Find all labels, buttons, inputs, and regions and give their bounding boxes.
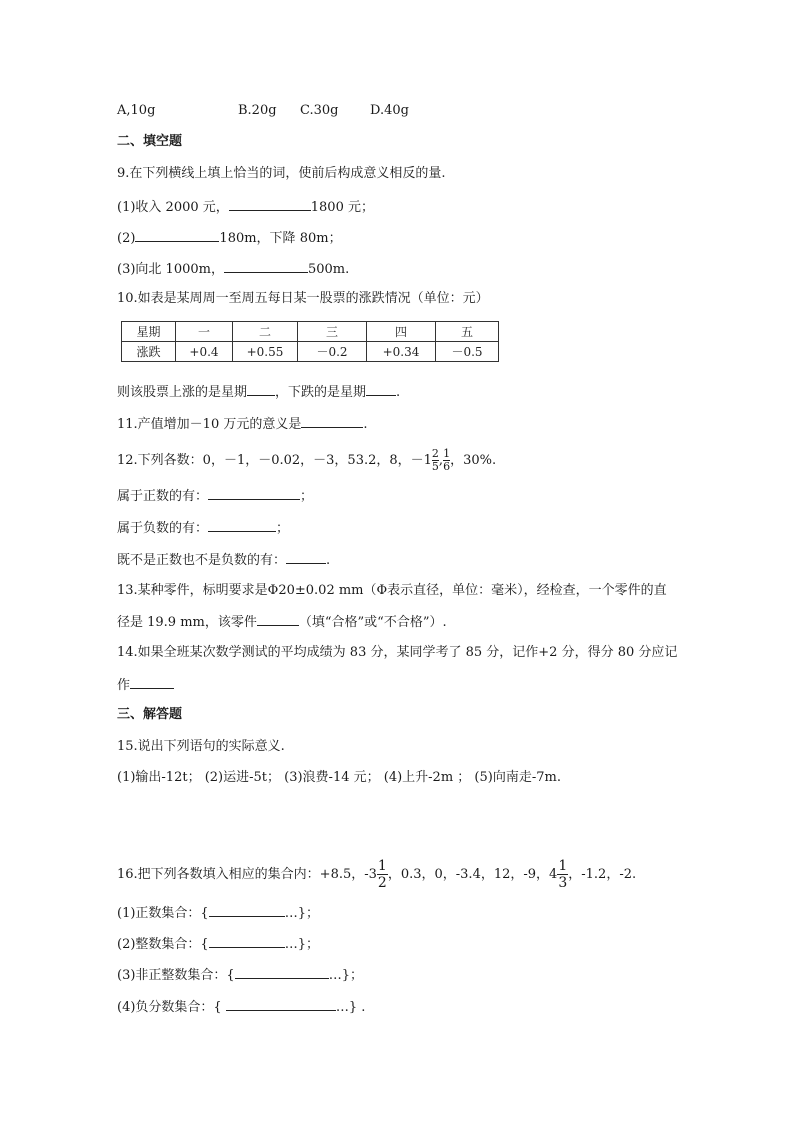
q12-neither-label: 既不是正数也不是负数的有： bbox=[117, 553, 287, 568]
q12-negative-end: ； bbox=[276, 521, 290, 536]
q12-blank-negative[interactable] bbox=[208, 518, 276, 532]
frac-den: 5 bbox=[431, 460, 439, 473]
q10-answer-b: ，下跌的是星期 bbox=[275, 385, 367, 400]
q13-line2-post: （填“合格”或“不合格”）. bbox=[298, 615, 447, 630]
q10-answer-c: . bbox=[396, 385, 401, 400]
frac-num: 1 bbox=[558, 858, 568, 874]
q16-set2-label: (2)整数集合：{ bbox=[117, 937, 209, 952]
q13-line1: 13.某种零件，标明要求是Φ20±0.02 mm（Φ表示直径，单位：毫米），经检查，一个零件的直 bbox=[117, 583, 667, 598]
q16-set4-end: …} . bbox=[335, 1000, 366, 1015]
q12-positive-end: ； bbox=[300, 489, 314, 504]
option-c: C.30g bbox=[300, 103, 339, 118]
stock-change-table bbox=[121, 321, 499, 362]
table-header-row bbox=[122, 322, 499, 342]
q10-stem: 10.如表是某周周一至周五每日某一股票的涨跌情况（单位：元） bbox=[117, 291, 489, 306]
q8-options bbox=[117, 102, 409, 120]
section-title-solve: 三、解答题 bbox=[117, 707, 183, 722]
q16-set-negative-fraction bbox=[117, 997, 365, 1017]
table-cell: －0.2 bbox=[298, 342, 367, 362]
q9-part3-pre: (3)向北 1000m， bbox=[117, 262, 224, 277]
q9-part1-post: 1800 元； bbox=[310, 200, 374, 215]
q15-items: (1)输出-12t； (2)运进-5t； (3)浪费-14 元； (4)上升-2m ； (5)向南走-7m. bbox=[117, 770, 561, 785]
table-cell: 星期 bbox=[122, 322, 176, 342]
q16-stem-mid: ，0.3，0，-3.4，12，-9，4 bbox=[387, 867, 558, 882]
q16-blank-positive-set[interactable] bbox=[209, 903, 285, 917]
q10-blank-down[interactable] bbox=[366, 382, 396, 396]
q11 bbox=[117, 414, 368, 434]
q9-blank-3[interactable] bbox=[224, 259, 308, 273]
q9-stem: 9.在下列横线上填上恰当的词，使前后构成意义相反的量. bbox=[117, 166, 446, 181]
q16-set3-end: …}； bbox=[328, 968, 363, 983]
table-cell: 四 bbox=[367, 322, 436, 342]
q12-stem-pre: 12.下列各数：0，－1，－0.02，－3，53.2，8，－1 bbox=[117, 453, 432, 468]
q9-part1 bbox=[117, 197, 374, 217]
table-cell: 涨跌 bbox=[122, 342, 176, 362]
q9-part3-post: 500m. bbox=[307, 262, 350, 277]
q14-blank[interactable] bbox=[130, 675, 174, 689]
q13-blank[interactable] bbox=[257, 612, 299, 626]
q12-positive bbox=[117, 486, 313, 506]
q10-answer bbox=[117, 382, 400, 402]
q12-blank-positive[interactable] bbox=[208, 486, 300, 500]
q16-set-nonpositive-integer bbox=[117, 965, 363, 985]
q13-line2-pre: 径是 19.9 mm，该零件 bbox=[117, 615, 257, 630]
q9-blank-2[interactable] bbox=[135, 228, 219, 242]
frac-num: 2 bbox=[431, 447, 439, 460]
q16-stem-post: ，-1.2，-2. bbox=[568, 867, 637, 882]
q11-text: 11.产值增加－10 万元的意义是 bbox=[117, 417, 302, 432]
frac-num: 1 bbox=[377, 858, 387, 874]
frac-den: 6 bbox=[443, 460, 451, 473]
q16-blank-negative-fraction-set[interactable] bbox=[226, 997, 336, 1011]
q9-part2 bbox=[117, 228, 342, 248]
table-cell: 五 bbox=[436, 322, 499, 342]
q16-stem bbox=[117, 858, 636, 891]
q12-negative bbox=[117, 518, 289, 538]
q16-set2-end: …}； bbox=[284, 937, 319, 952]
q12-neither bbox=[117, 550, 330, 570]
q16-set-integer bbox=[117, 934, 319, 954]
fraction-1-2 bbox=[377, 858, 388, 891]
q16-blank-nonpositive-integer-set[interactable] bbox=[235, 965, 329, 979]
q16-set4-label: (4)负分数集合：{ bbox=[117, 1000, 226, 1015]
table-cell: －0.5 bbox=[436, 342, 499, 362]
table-cell: +0.4 bbox=[176, 342, 233, 362]
q16-set1-end: …}； bbox=[284, 906, 319, 921]
table-cell: +0.55 bbox=[233, 342, 298, 362]
q12-sep: , bbox=[438, 453, 444, 468]
table-cell: 三 bbox=[298, 322, 367, 342]
q9-part2-pre: (2) bbox=[117, 231, 136, 246]
q12-positive-label: 属于正数的有： bbox=[117, 489, 209, 504]
q14-line2-text: 作 bbox=[117, 678, 131, 693]
q16-set3-label: (3)非正整数集合：{ bbox=[117, 968, 235, 983]
q13-line2 bbox=[117, 612, 447, 632]
option-d: D.40g bbox=[370, 103, 409, 118]
option-a: A,10g bbox=[117, 103, 156, 118]
q14-line1: 14.如果全班某次数学测试的平均成绩为 83 分，某同学考了 85 分，记作+2 分，得分 80 分应记 bbox=[117, 645, 678, 660]
q10-answer-a: 则该股票上涨的是星期 bbox=[117, 385, 248, 400]
q9-part2-post: 180m，下降 80m； bbox=[219, 231, 342, 246]
frac-num: 1 bbox=[443, 447, 451, 460]
fraction-1-3 bbox=[557, 858, 568, 891]
option-b: B.20g bbox=[238, 103, 277, 118]
section-title-fill-in: 二、填空题 bbox=[117, 134, 183, 149]
q16-stem-pre: 16.把下列各数填入相应的集合内：+8.5，-3 bbox=[117, 867, 377, 882]
q11-end: . bbox=[363, 417, 368, 432]
q9-part1-pre: (1)收入 2000 元， bbox=[117, 200, 229, 215]
table-cell: 二 bbox=[233, 322, 298, 342]
frac-den: 2 bbox=[377, 875, 387, 891]
q12-neither-end: . bbox=[326, 553, 331, 568]
q10-blank-up[interactable] bbox=[247, 382, 275, 396]
q16-set-positive bbox=[117, 903, 319, 923]
table-row bbox=[122, 342, 499, 362]
q9-part3 bbox=[117, 259, 349, 279]
q12-blank-neither[interactable] bbox=[286, 550, 326, 564]
frac-den: 3 bbox=[558, 875, 568, 891]
fraction-1-6 bbox=[443, 448, 450, 473]
fraction-2-5 bbox=[432, 448, 439, 473]
table-cell: 一 bbox=[176, 322, 233, 342]
q12-stem bbox=[117, 448, 496, 473]
q12-negative-label: 属于负数的有： bbox=[117, 521, 209, 536]
q16-blank-integer-set[interactable] bbox=[209, 934, 285, 948]
q11-blank[interactable] bbox=[301, 414, 363, 428]
q14-line2 bbox=[117, 675, 174, 695]
q15-stem: 15.说出下列语句的实际意义. bbox=[117, 739, 285, 754]
q9-blank-1[interactable] bbox=[229, 197, 311, 211]
table-cell: +0.34 bbox=[367, 342, 436, 362]
q12-stem-post: ，30%. bbox=[450, 453, 497, 468]
q16-set1-label: (1)正数集合：{ bbox=[117, 906, 209, 921]
